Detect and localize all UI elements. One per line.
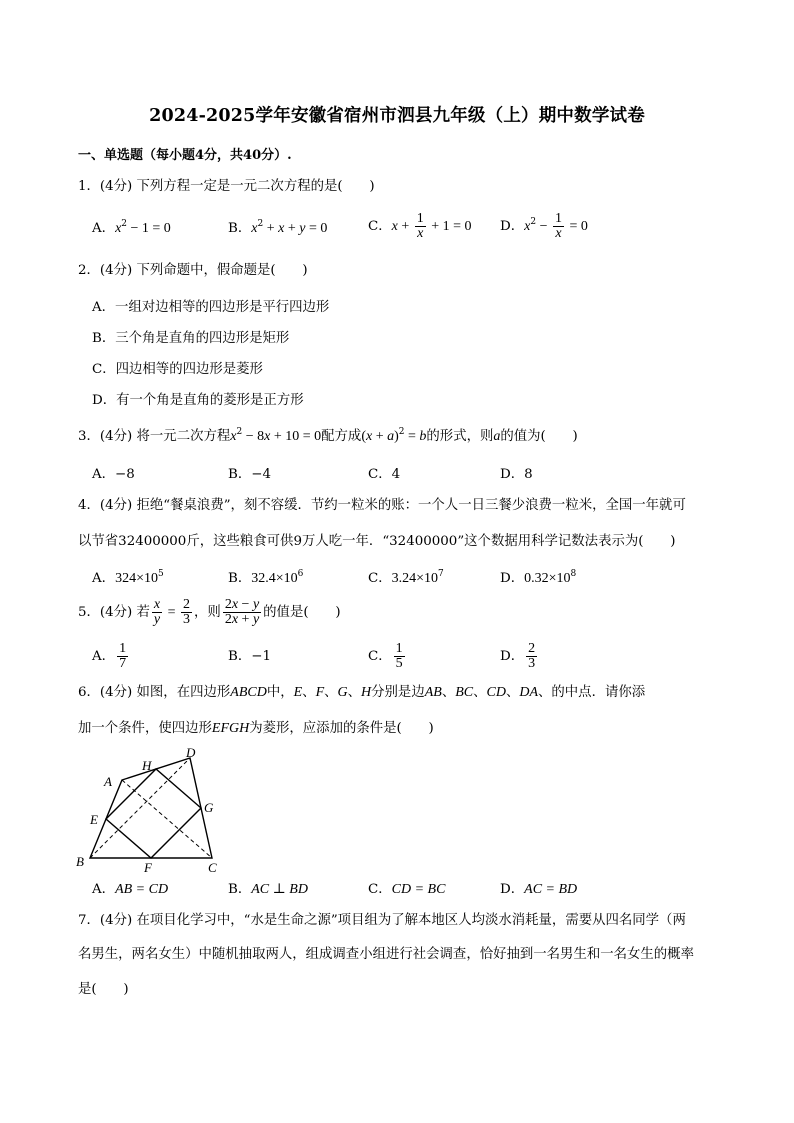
label-f: F: [144, 860, 152, 875]
q6-option-b: B．AC ⊥ BD: [228, 882, 308, 897]
label-e: E: [90, 812, 98, 827]
q2-option-c: C．四边相等的四边形是菱形: [92, 362, 263, 377]
label-h: H: [142, 758, 152, 773]
q5-option-b: B．−1: [228, 649, 271, 664]
label-g: G: [204, 800, 214, 815]
question-7-line-2: 名男生，两名女生）中随机抽取两人，组成调查小组进行社会调查，恰好抽到一名男生和一名女生的概率: [78, 947, 694, 962]
question-2-stem: 2．(4分) 下列命题中，假命题是( ): [78, 263, 308, 278]
label-b: B: [76, 854, 84, 869]
q1-option-b: B．$x^2 + x + y = 0$: [228, 219, 328, 236]
q5-option-a: A． $\frac{1}{7}$: [92, 641, 127, 671]
exam-title: 2024-2025学年安徽省宿州市泗县九年级（上）期中数学试卷: [149, 106, 645, 126]
q6-option-a: A．AB = CD: [92, 882, 169, 897]
q1-option-c: C．x + $\frac{1}{x}$ + 1 = 0: [368, 211, 472, 241]
q2-option-b: B．三个角是直角的四边形是矩形: [92, 331, 290, 346]
quadrilateral-figure: [72, 748, 232, 878]
section-heading: 一、单选题（每小题4分，共40分）.: [78, 148, 292, 163]
q4-option-a: A．$324\times 10^5$: [92, 569, 164, 586]
diagonal-ac: [122, 780, 212, 858]
q3-option-d: D．8: [500, 467, 533, 482]
q4-option-d: D．$0.32\times 10^8$: [500, 569, 577, 586]
question-6-line-2: 加一个条件，使四边形EFGH为菱形，应添加的条件是( ): [78, 721, 434, 736]
question-7-line-3: 是( ): [78, 982, 129, 997]
question-7-line-1: 7．(4分) 在项目化学习中，“水是生命之源”项目组为了解本地区人均淡水消耗量，需要从四名同学（两: [78, 913, 686, 928]
label-a: A: [104, 774, 112, 789]
question-6-line-1: 6．(4分) 如图，在四边形ABCD中，E、F、G、H分别是边AB、BC、CD、DA、的中点．请你添: [78, 685, 646, 700]
label-d: D: [186, 748, 196, 760]
q6-option-c: C．CD = BC: [368, 882, 446, 897]
quadrilateral-efgh: [106, 769, 201, 858]
question-5-stem: 5．(4分) 若 $\frac{x}{y}$ = $\frac{2}{3}$ ，则 $\frac{2x - y}{2x + y}$ 的值是( ): [78, 597, 341, 627]
quadrilateral-abcd: [90, 758, 212, 858]
q3-option-b: B．−4: [228, 467, 271, 482]
diagonal-bd: [90, 758, 190, 858]
question-1-stem: 1．(4分) 下列方程一定是一元二次方程的是( ): [78, 179, 375, 194]
q6-option-d: D．AC = BD: [500, 882, 578, 897]
q1-option-d: D．$x^2$ − $\frac{1}{x}$ = 0: [500, 211, 588, 241]
question-4-line-1: 4．(4分) 拒绝“餐桌浪费”，刻不容缓．节约一粒米的账：一个人一日三餐少浪费一粒米，全国一年就可: [78, 498, 686, 513]
question-3-stem: 3．(4分) 将一元二次方程$x^2 - 8x + 10 = 0$配方成$(x + a)^2 = b$的形式，则a的值为( ): [78, 427, 578, 444]
label-c: C: [208, 860, 217, 875]
question-4-line-2: 以节省32400000斤，这些粮食可供9万人吃一年．“32400000”这个数据用科学记数法表示为( ): [78, 534, 676, 549]
q2-option-a: A．一组对边相等的四边形是平行四边形: [92, 300, 330, 315]
q3-option-c: C．4: [368, 467, 401, 482]
q3-option-a: A．−8: [92, 467, 135, 482]
q5-option-c: C． $\frac{1}{5}$: [368, 641, 403, 671]
q4-option-b: B．$32.4\times 10^6$: [228, 569, 304, 586]
q2-option-d: D．有一个角是直角的菱形是正方形: [92, 393, 304, 408]
q4-option-c: C．$3.24\times 10^7$: [368, 569, 444, 586]
q1-option-a: A．$x^2 - 1 = 0$: [92, 219, 171, 236]
q5-option-d: D． $\frac{2}{3}$: [500, 641, 536, 671]
